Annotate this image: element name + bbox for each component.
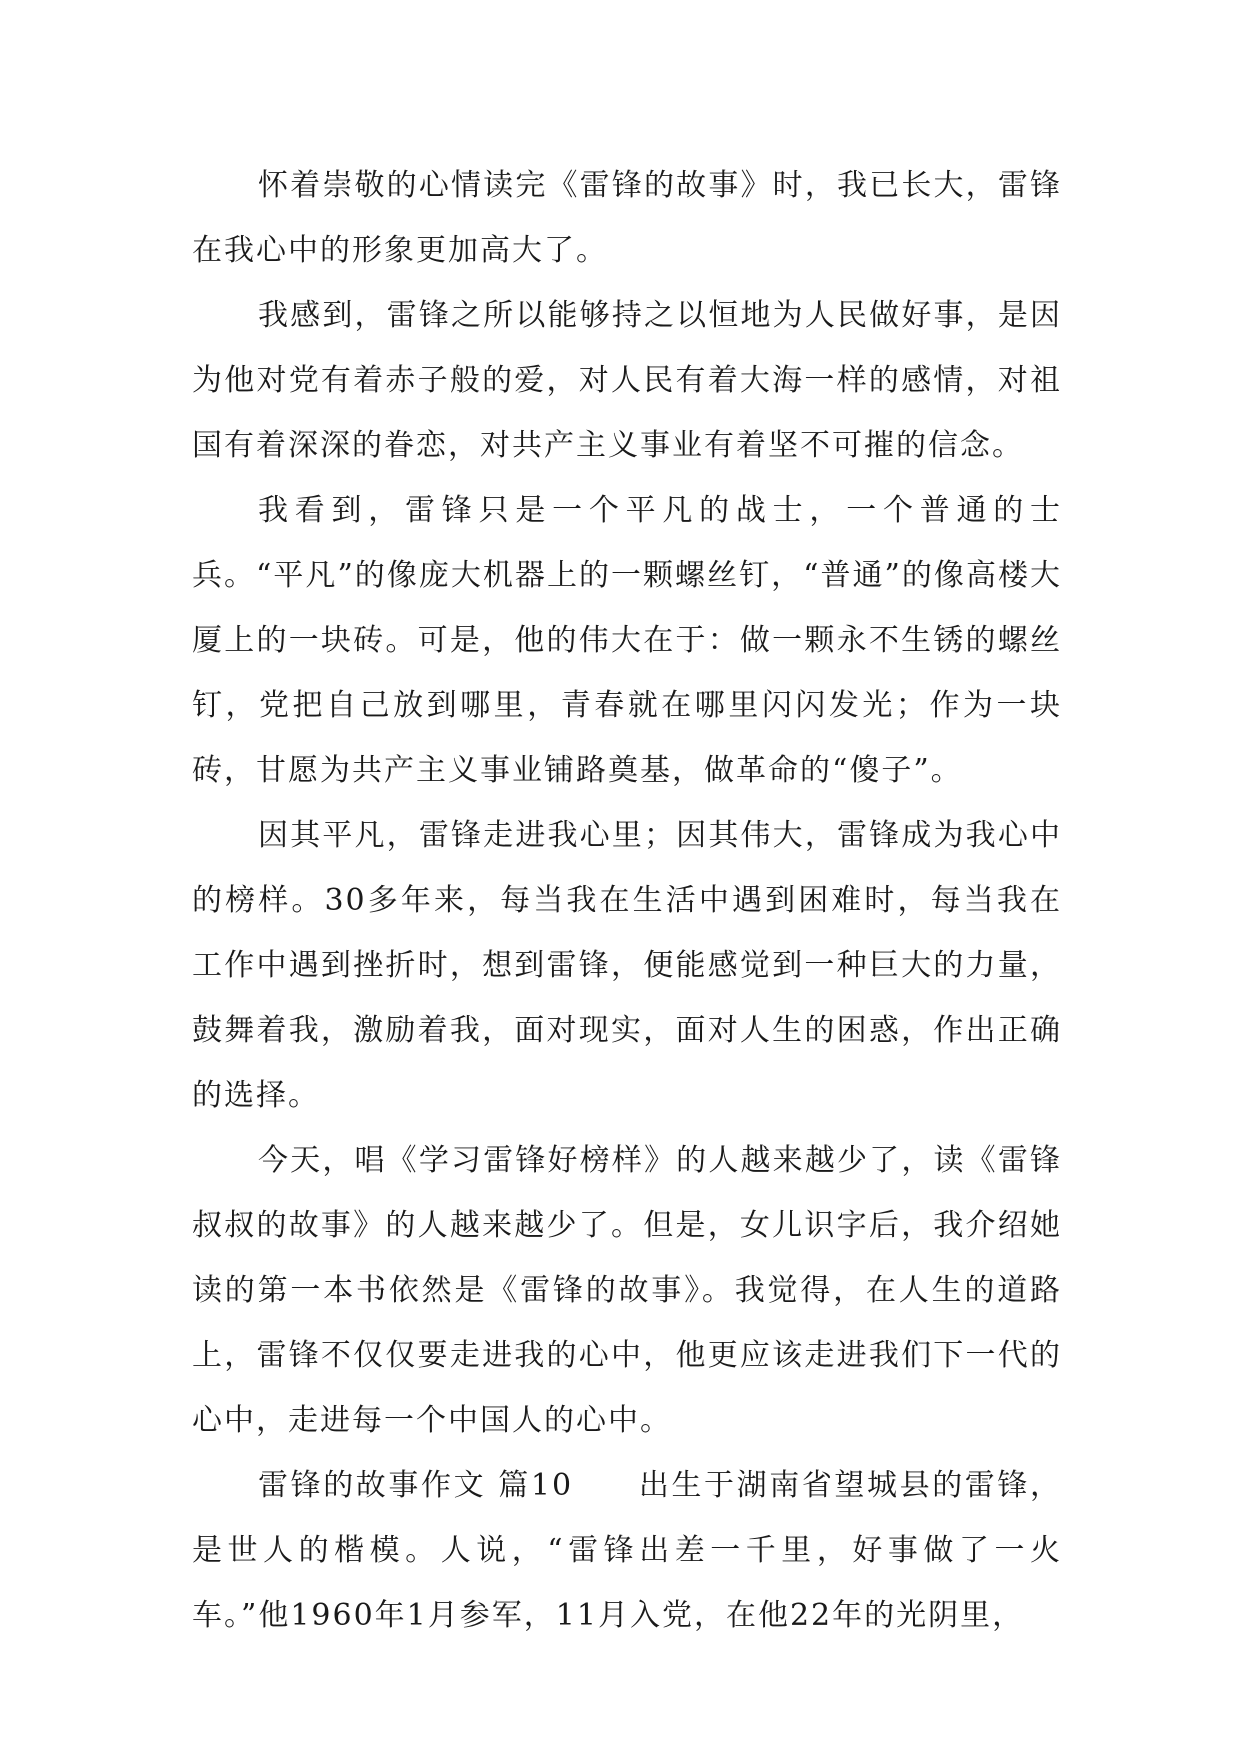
paragraph-1: 怀着崇敬的心情读完《雷锋的故事》时，我已长大，雷锋在我心中的形象更加高大了。	[192, 168, 1062, 268]
paragraph-3: 我看到，雷锋只是一个平凡的战士，一个普通的士兵。“平凡”的像庞大机器上的一颗螺丝钉，“普通”的像高楼大厦上的一块砖。可是，他的伟大在于：做一颗永不生锈的螺丝钉，党把自己放到哪里，青春就在哪里闪闪发光；作为一块砖，甘愿为共产主义事业铺路奠基，做革命的“傻子”。	[192, 493, 1062, 788]
paragraph-2: 我感到，雷锋之所以能够持之以恒地为人民做好事，是因为他对党有着赤子般的爱，对人民有着大海一样的感情，对祖国有着深深的眷恋，对共产主义事业有着坚不可摧的信念。	[192, 298, 1062, 463]
paragraph-4: 因其平凡，雷锋走进我心里；因其伟大，雷锋成为我心中的榜样。30多年来，每当我在生活中遇到困难时，每当我在工作中遇到挫折时，想到雷锋，便能感觉到一种巨大的力量，鼓舞着我，激励着我，面对现实，面对人生的困惑，作出正确的选择。	[192, 818, 1062, 1113]
document-body	[192, 153, 1062, 1648]
paragraph-5: 今天，唱《学习雷锋好榜样》的人越来越少了，读《雷锋叔叔的故事》的人越来越少了。但是，女儿识字后，我介绍她读的第一本书依然是《雷锋的故事》。我觉得，在人生的道路上，雷锋不仅仅要走进我的心中，他更应该走进我们下一代的心中，走进每一个中国人的心中。	[192, 1143, 1062, 1438]
paragraph-6: 雷锋的故事作文 篇10 出生于湖南省望城县的雷锋，是世人的楷模。人说，“雷锋出差一千里，好事做了一火车。”他1960年1月参军，11月入党，在他22年的光阴里，	[192, 1468, 1062, 1633]
